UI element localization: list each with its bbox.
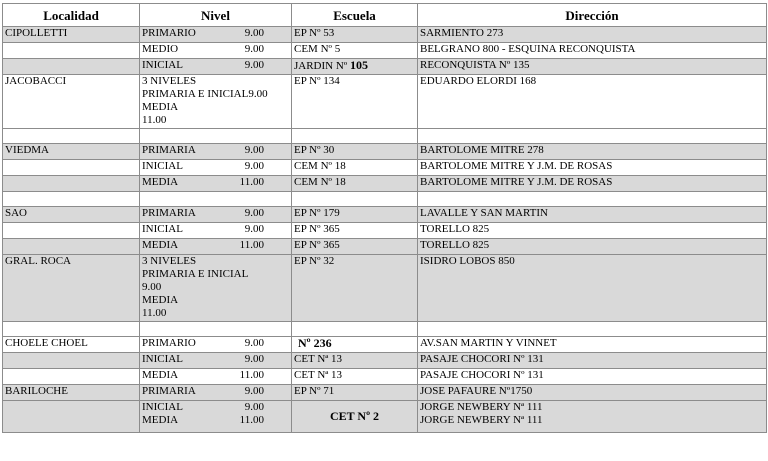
localidad-cell: JACOBACCI	[3, 75, 140, 129]
hora-label: 11.00	[239, 176, 264, 188]
spacer-row	[3, 322, 767, 337]
escuela-cell: EP Nº 53	[292, 27, 418, 43]
table-row	[3, 369, 767, 385]
nivel-cell	[140, 207, 292, 223]
header-direccion: Dirección	[418, 4, 767, 27]
table-row	[3, 176, 767, 192]
nivel-line: MEDIA	[142, 294, 179, 306]
hora-label: 9.00	[244, 223, 264, 235]
localidad-cell	[3, 43, 140, 59]
table-row	[3, 337, 767, 353]
escuela-cell: CET Nª 13	[292, 353, 418, 369]
localidad-cell	[3, 401, 140, 433]
localidad-cell	[3, 59, 140, 75]
nivel-line: MEDIA	[142, 101, 179, 113]
hora-label: 9.00	[244, 144, 264, 156]
localidad-cell	[3, 353, 140, 369]
hora-label: 9.00	[244, 160, 264, 172]
localidad-cell: CHOELE CHOEL	[3, 337, 140, 353]
localidad-cell	[3, 223, 140, 239]
escuela-cell: Nº 236	[292, 337, 418, 353]
direccion-cell: RECONQUISTA Nº 135	[418, 59, 767, 75]
localidad-cell: GRAL. ROCA	[3, 255, 140, 322]
nivel-cell	[140, 43, 292, 59]
localidad-cell	[3, 176, 140, 192]
escuela-cell: CEM Nº 18	[292, 160, 418, 176]
spacer-row	[3, 129, 767, 144]
table-row	[3, 239, 767, 255]
table-row	[3, 27, 767, 43]
direccion-cell: PASAJE CHOCORI Nº 131	[418, 369, 767, 385]
nivel-label: MEDIO	[142, 43, 179, 55]
table-row	[3, 59, 767, 75]
nivel-cell	[140, 239, 292, 255]
escuela-label: JARDIN Nº	[294, 60, 348, 72]
localidad-cell: CIPOLLETTI	[3, 27, 140, 43]
nivel-line: PRIMARIA E INICIAL	[142, 88, 249, 100]
localidad-cell	[3, 369, 140, 385]
direccion-cell: BELGRANO 800 - ESQUINA RECONQUISTA	[418, 43, 767, 59]
table-row	[3, 43, 767, 59]
hora-label: 9.00	[248, 88, 268, 100]
nivel-label: PRIMARIA	[142, 144, 196, 156]
localidad-cell	[3, 160, 140, 176]
table-row	[3, 223, 767, 239]
direccion-cell: SARMIENTO 273	[418, 27, 767, 43]
spacer-row	[3, 192, 767, 207]
nivel-cell	[140, 27, 292, 43]
nivel-label: INICIAL	[142, 401, 183, 413]
header-row	[3, 4, 767, 27]
nivel-cell	[140, 255, 292, 322]
nivel-line: 3 NIVELES	[142, 255, 197, 267]
escuela-cell: CEM Nº 5	[292, 43, 418, 59]
nivel-line: 11.00	[142, 307, 167, 319]
schools-table	[2, 3, 767, 433]
localidad-cell: VIEDMA	[3, 144, 140, 160]
nivel-label: INICIAL	[142, 160, 183, 172]
escuela-cell: EP Nº 365	[292, 223, 418, 239]
nivel-line: 3 NIVELES	[142, 75, 197, 87]
nivel-cell	[140, 223, 292, 239]
escuela-cell: EP Nº 134	[292, 75, 418, 129]
direccion-cell: EDUARDO ELORDI 168	[418, 75, 767, 129]
direccion-cell: TORELLO 825	[418, 223, 767, 239]
escuela-cell: EP Nº 71	[292, 385, 418, 401]
nivel-label: PRIMARIO	[142, 27, 196, 39]
header-localidad: Localidad	[3, 4, 140, 27]
localidad-cell	[3, 239, 140, 255]
nivel-cell	[140, 176, 292, 192]
hora-label: 9.00	[244, 353, 264, 365]
direccion-cell: ISIDRO LOBOS 850	[418, 255, 767, 322]
nivel-cell	[140, 385, 292, 401]
nivel-label: PRIMARIA	[142, 207, 196, 219]
direccion-cell: BARTOLOME MITRE 278	[418, 144, 767, 160]
hora-label: 9.00	[244, 59, 264, 71]
escuela-cell: EP Nº 32	[292, 255, 418, 322]
table-row	[3, 207, 767, 223]
hora-label: 11.00	[239, 369, 264, 381]
nivel-line: PRIMARIA E INICIAL	[142, 268, 249, 280]
nivel-cell	[140, 144, 292, 160]
nivel-label: INICIAL	[142, 353, 183, 365]
table-row	[3, 385, 767, 401]
header-escuela: Escuela	[292, 4, 418, 27]
hora-label: 9.00	[244, 385, 264, 397]
nivel-line: 9.00	[142, 281, 162, 293]
direccion-cell: TORELLO 825	[418, 239, 767, 255]
table-row	[3, 401, 767, 433]
hora-label: 11.00	[239, 239, 264, 251]
nivel-cell	[140, 337, 292, 353]
hora-label: 9.00	[244, 401, 264, 413]
escuela-cell: EP Nº 365	[292, 239, 418, 255]
nivel-cell	[140, 75, 292, 129]
header-nivel: Nivel	[140, 4, 292, 27]
nivel-line: 11.00	[142, 114, 167, 126]
nivel-cell	[140, 353, 292, 369]
table-row	[3, 160, 767, 176]
hora-label: 9.00	[244, 337, 264, 349]
hora-label: 9.00	[244, 27, 264, 39]
nivel-cell	[140, 160, 292, 176]
table-row	[3, 353, 767, 369]
escuela-cell: CET Nº 2	[292, 401, 418, 433]
direccion-cell	[418, 401, 767, 433]
nivel-label: INICIAL	[142, 59, 183, 71]
localidad-cell: SAO	[3, 207, 140, 223]
nivel-label: INICIAL	[142, 223, 183, 235]
direccion-cell: AV.SAN MARTIN Y VINNET	[418, 337, 767, 353]
direccion-cell: PASAJE CHOCORI Nº 131	[418, 353, 767, 369]
hora-label: 11.00	[239, 414, 264, 426]
table-row	[3, 144, 767, 160]
direccion-cell: BARTOLOME MITRE Y J.M. DE ROSAS	[418, 160, 767, 176]
nivel-label: MEDIA	[142, 414, 179, 426]
escuela-cell: EP Nº 30	[292, 144, 418, 160]
direccion-cell: BARTOLOME MITRE Y J.M. DE ROSAS	[418, 176, 767, 192]
nivel-label: MEDIA	[142, 239, 179, 251]
table-row	[3, 255, 767, 322]
nivel-label: MEDIA	[142, 176, 179, 188]
escuela-cell	[292, 59, 418, 75]
nivel-label: MEDIA	[142, 369, 179, 381]
escuela-cell: CEM Nº 18	[292, 176, 418, 192]
hora-label: 9.00	[244, 43, 264, 55]
direccion-cell: JOSE PAFAURE Nº1750	[418, 385, 767, 401]
direccion-line: JORGE NEWBERY Nª 111	[420, 401, 543, 413]
hora-label: 9.00	[244, 207, 264, 219]
localidad-cell: BARILOCHE	[3, 385, 140, 401]
direccion-line: JORGE NEWBERY Nª 111	[420, 414, 543, 426]
nivel-cell	[140, 59, 292, 75]
direccion-cell: LAVALLE Y SAN MARTIN	[418, 207, 767, 223]
nivel-cell	[140, 369, 292, 385]
table-row	[3, 75, 767, 129]
escuela-cell: EP Nº 179	[292, 207, 418, 223]
nivel-label: PRIMARIA	[142, 385, 196, 397]
escuela-cell: CET Nª 13	[292, 369, 418, 385]
nivel-label: PRIMARIO	[142, 337, 196, 349]
nivel-cell	[140, 401, 292, 433]
escuela-number: 105	[349, 58, 368, 72]
